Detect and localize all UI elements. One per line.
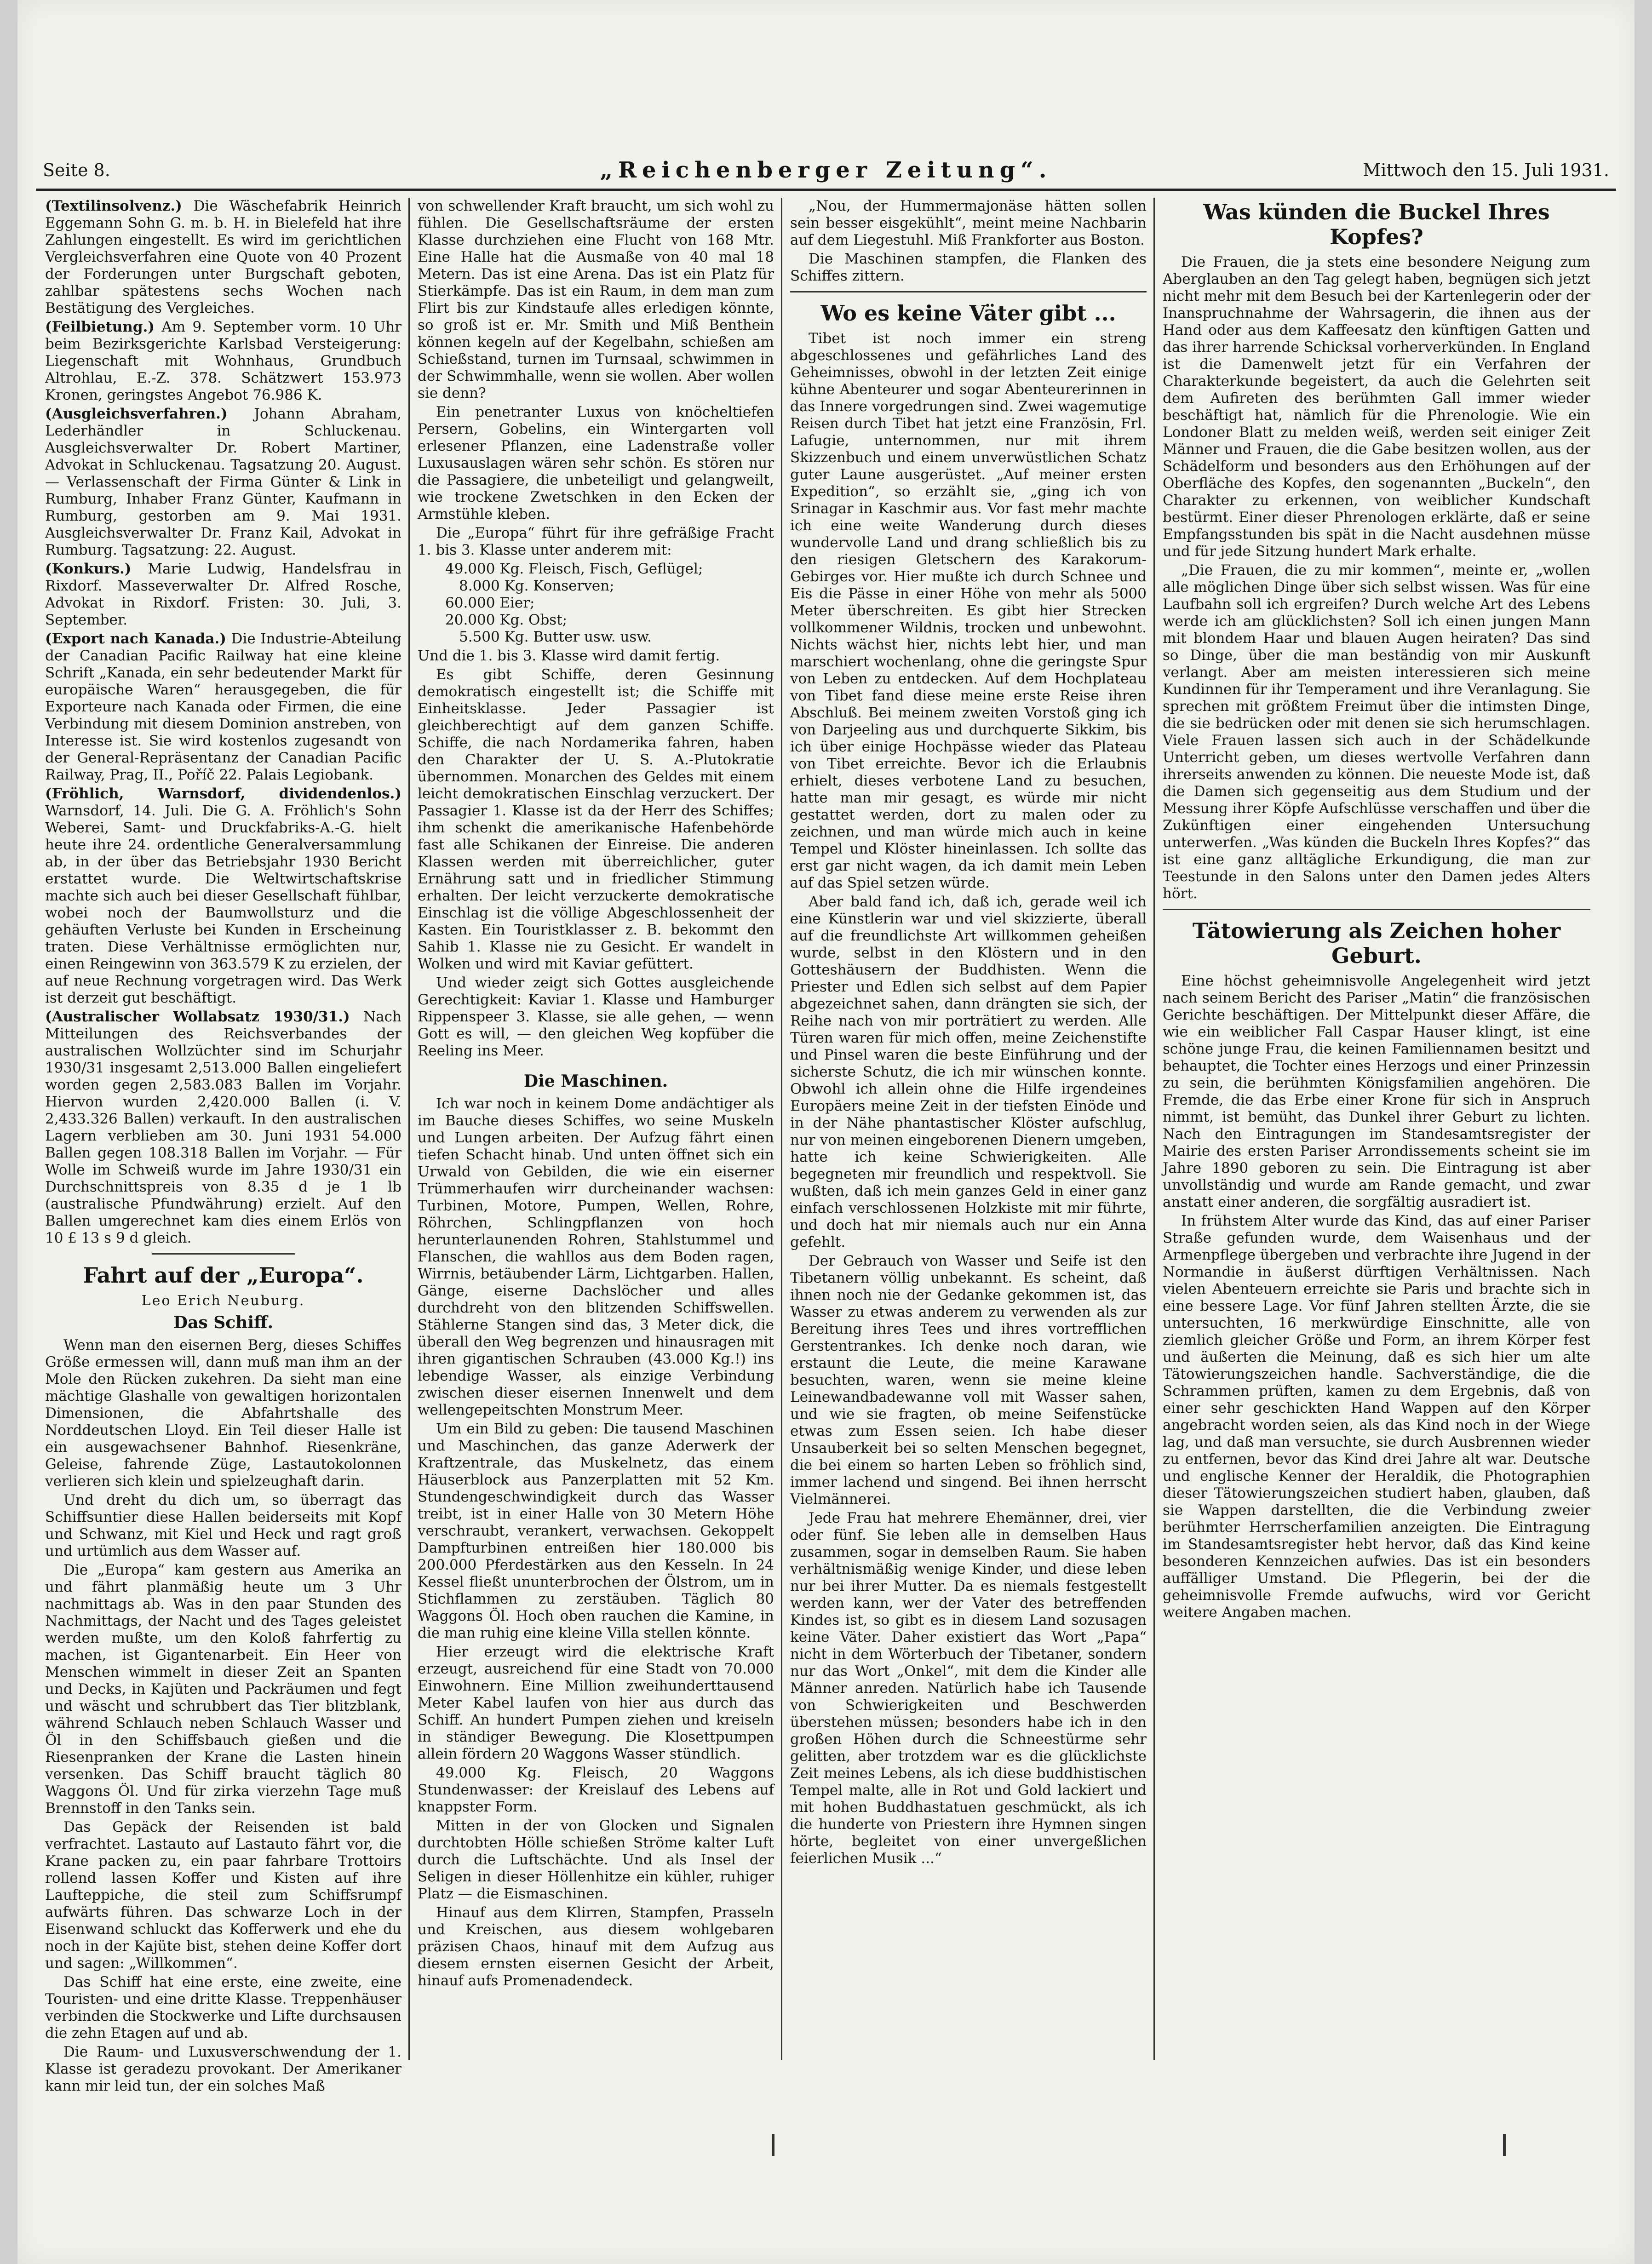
paragraph: Und dreht du dich um, so überragt das Schiffsuntier diese Hallen beiderseits mit Kopf und Schwanz, mit Kiel und Heck und ragt groß und urtümlich aus dem Wasser auf. <box>45 1492 402 1559</box>
newspaper-title: „Reichenberger Zeitung“. <box>600 157 1052 183</box>
paragraph: Es gibt Schiffe, deren Gesinnung demokratisch eingestellt ist; die Schiffe mit Einheitsklasse. Jeder Passagier ist gleichberechtigt auf dem ganzen Schiffe. Schiffe, die nach Nordamerika fahren, haben den Charakter der U. S. A.-Plutokratie übernommen. Monarchen des Geldes mit einem leicht demokratischen Einschlag verzuckert. Der Passagier 1. Klasse ist da der Herr des Schiffes; ihm schenkt die amerikanische Hafenbehörde fast alle Schikanen der Einreise. Die anderen Klassen werden mit überreichlicher, guter Ernährung satt und in friedlicher Stimmung erhalten. Der leicht verzuckerte demokratische Einschlag ist die völlige Abgeschlossenheit der Kasten. Ein Touristklasser z. B. bekommt den Sahib 1. Klasse nie zu Gesicht. Er wandelt in Wolken und wird mit Kaviar gefüttert. <box>418 666 774 972</box>
divider <box>152 1253 295 1255</box>
column-rule <box>1153 198 1155 2060</box>
paragraph: Hier erzeugt wird die elektrische Kraft erzeugt, ausreichend für eine Stadt von 70.000 Einwohnern. Eine Million zweihunderttausend Meter Kabel laufen von hier aus durch das Schiff. An hundert Pumpen ziehen und kreiseln in ständiger Bewegung. Die Klosettpumpen allein fördern 20 Waggons Wasser stündlich. <box>418 1644 774 1762</box>
paragraph: Der Gebrauch von Wasser und Seife ist den Tibetanern völlig unbekannt. Es scheint, daß ihnen noch nie der Gedanke gekommen ist, das Wasser zu etwas anderem zu verwenden als zur Bereitung ihres Tees und ihres vortrefflichen Gerstentrankes. Ich denke noch daran, wie erstaunt die Leute, die meine Karawane besuchten, waren, wenn sie meine kleine Leinewandbadewanne voll mit Wasser sahen, und wie sie fragten, ob meine Seifenstücke etwas zum Essen seien. Ich habe dieser Unsauberkeit bei so selten Menschen begegnet, die bei einem so harten Leben so fröhlich sind, immer lachend und singend. Bei ihnen herrscht Vielmännerei. <box>790 1253 1147 1507</box>
section-heading-maschinen: Die Maschinen. <box>523 1072 668 1091</box>
section-heading-schiff: Das Schiff. <box>173 1313 274 1332</box>
paragraph: Wenn man den eisernen Berg, dieses Schiffes Größe ermessen will, dann muß man ihm an der Mole den Rücken zukehren. Da sieht man eine mächtige Glashalle von gewaltigen horizontalen Dimensionen, die Abfahrtshalle des Norddeutschen Lloyd. Ein Teil dieser Halle ist ein ausgewachsener Bahnhof. Riesenkräne, Geleise, fahrende Züge, Lastautokolonnen verlieren sich klein und spielzeughaft darin. <box>45 1337 402 1490</box>
paragraph: Ein penetranter Luxus von knöcheltiefen Persern, Gobelins, ein Wintergarten voll erlesener Pflanzen, eine Ladenstraße voller Luxusauslagen wären sehr schön. Es stören nur die Passagiere, die unbeteiligt und gelangweilt, wie trockene Zwetschken in den Ecken der Armstühle kleben. <box>418 404 774 522</box>
paragraph: Die Frauen, die ja stets eine besondere Neigung zum Aberglauben an den Tag gelegt haben, begnügen sich jetzt nicht mehr mit dem Besuch bei der Kartenlegerin oder der Inanspruchnahme der Wahrsagerin, die ihnen aus der Hand oder aus dem Kaffeesatz den künftigen Gatten und das ihrer harrende Schicksal vorherverkünden. In England ist die Damenwelt jetzt für ein Verfahren der Charakterkunde begeistert, da auch die Gelehrten seit dem Aufireten des berühmten Gall immer wieder beschäftigt hat, nämlich für die Phrenologie. Wie ein Londoner Blatt zu melden weiß, werden seit einiger Zeit Männer und Frauen, die die Gabe besitzen wollen, aus der Schädelform und besonders aus den Erhöhungen auf der Oberfläche des Kopfes, den sogenannten „Buckeln“, den Charakter zu erkennen, von weiblicher Kundschaft bestürmt. Einer dieser Phrenologen erklärte, daß er seine Empfangsstunden bis spät in die Nacht ausdehnen müsse und für jede Sitzung hundert Mark erhalte. <box>1163 254 1590 560</box>
article-title-taetowierung: Tätowierung als Zeichen hoher Geburt. <box>1192 918 1561 968</box>
notice-item: (Export nach Kanada.) Die Industrie-Abteilung der Canadian Pacific Railway hat eine kleine Schrift „Kanada, ein sehr bedeutender Markt für europäische Waren“ herausgegeben, die für Exporteure nach Kanada oder Firmen, die eine Verbindung mit diesem Dominion anstreben, von Interesse ist. Sie wird kostenlos zugesandt von der General-Repräsentanz der Canadian Pacific Railway, Prag, II., Poříč 22. Palais Legiobank. <box>45 630 402 783</box>
notice-item: (Konkurs.) Marie Ludwig, Handelsfrau in Rixdorf. Masseverwalter Dr. Alfred Rosche, Advokat in Rixdorf. Fristen: 30. Juli, 3. September. <box>45 561 402 628</box>
divider <box>1163 909 1590 910</box>
article-author: Leo Erich Neuburg. <box>141 1293 305 1309</box>
crop-mark <box>1503 2134 1506 2156</box>
list-item: 8.000 Kg. Konserven; <box>459 578 614 594</box>
article-title-tibet: Wo es keine Väter gibt ... <box>820 301 1116 326</box>
paragraph: Die „Europa“ kam gestern aus Amerika an und fährt planmäßig heute um 3 Uhr nachmittags ab. Was in den paar Stunden des Nachmittags, der Nacht und des Tages geleistet werden mußte, um den Koloß fahrfertig zu machen, ist Gigantenarbeit. Ein Heer von Menschen wimmelt in dieser Zeit an Spanten und Decks, in Kajüten und Packräumen und fegt und wäscht und schrubbert das Tier blitzblank, während Schlauch neben Schlauch Wasser und Öl in den Schiffsbauch gießen und die Riesenpranken der Krane die Lasten hinein versenken. Das Schiff braucht täglich 80 Waggons Öl. Und für zirka vierzehn Tage muß Brennstoff in den Tanks sein. <box>45 1562 402 1817</box>
paragraph: Jede Frau hat mehrere Ehemänner, drei, vier oder fünf. Sie leben alle in demselben Haus zusammen, sogar in demselben Raum. Sie haben verhältnismäßig wenige Kinder, und diese leben nur bei ihrer Mutter. Da es niemals festgestellt werden kann, wer der Vater des betreffenden Kindes ist, so gibt es in diesem Land sozusagen keine Väter. Daher existiert das Wort „Papa“ nicht in dem Wörterbuch der Tibetaner, sondern nur das Wort „Onkel“, mit dem die Kinder alle Männer anreden. Natürlich habe ich Tausende von Schwierigkeiten und Beschwerden überstehen müssen; besonders habe ich in den großen Höhen durch die Schneestürme sehr gelitten, aber trotzdem war es die glücklichste Zeit meines Lebens, als ich diese buddhistischen Tempel malte, alle in Rot und Gold lackiert und mit hohen Buddhastatuen geschmückt, als ich die hunderte von Priestern ihre Hymnen singen hörte, begleitet von einer unvergeßlichen feierlichen Musik ...“ <box>790 1510 1147 1867</box>
list-item: 60.000 Eier; <box>445 595 535 611</box>
paragraph: Tibet ist noch immer ein streng abgeschlossenes und gefährliches Land des Geheimnisses, obwohl in der letzten Zeit einige kühne Abenteurer und sogar Abenteurerinnen in das Innere vorgedrungen sind. Zwei wagemutige Reisen durch Tibet hat jetzt eine Französin, Frl. Lafugie, unternommen, nur mit ihrem Skizzenbuch und einem unverwüstlichen Schatz guter Laune ausgerüstet. „Auf meiner ersten Expedition“, so erzählt sie, „ging ich von Srinagar in Kaschmir aus. Vor fast mehr machte ich eine weite Wanderung durch dieses wundervolle Land und drang schließlich bis zu den riesigen Gletschern des Karakorum-Gebirges vor. Hier mußte ich durch Schnee und Eis die Pässe in einer Höhe von mehr als 5000 Meter überschreiten. Es gibt hier Strecken vollkommener Wildnis, trocken und unbewohnt. Nichts wächst hier, nichts lebt hier, und man marschiert wochenlang, ohne die geringste Spur von Leben zu entdecken. Auf dem Hochplateau von Tibet fand diese meine erste Reise ihren Abschluß. Bei meinem zweiten Vorstoß ging ich von Darjeeling aus und durchquerte Sikkim, bis ich über einige Hochpässe wieder das Plateau von Tibet erreichte. Bevor ich die Erlaubnis erhielt, dieses verbotene Land zu besuchen, hatte man mir gesagt, es würde mir nicht gestattet werden, dort zu malen oder zu zeichnen, und man würde mich auch in keine Tempel und Klöster hineinlassen. Ich sollte das erst gar nicht wagen, da ich damit mein Leben auf das Spiel setzen würde. <box>790 330 1147 891</box>
notice-item: (Fröhlich, Warnsdorf, dividendenlos.) Warnsdorf, 14. Juli. Die G. A. Fröhlich's Sohn Weberei, Samt- und Druckfabriks-A.-G. hielt heute ihre 24. ordentliche Generalversammlung ab, in der über das Betriebsjahr 1930 Bericht erstattet wurde. Die Weltwirtschaftskrise machte sich auch bei dieser Gesellschaft fühlbar, wobei noch der Baumwollsturz und die gehäuften Verluste bei Kunden in Erscheinung traten. Diese Verhältnisse ermöglichten nur, einen Reingewinn von 363.579 K zu erzielen, der auf neue Rechnung vorgetragen wird. Das Werk ist derzeit gut beschäftigt. <box>45 785 402 1006</box>
paragraph: In frühstem Alter wurde das Kind, das auf einer Pariser Straße gefunden wurde, dem Waisenhaus und der Armenpflege übergeben und verbrachte ihre Jugend in der Normandie in äußerst dürftigen Verhältnissen. Nach vielen Abenteuern erreichte sie Paris und brachte sich in eine bessere Lage. Vor fünf Jahren stellten Ärzte, die sie untersuchten, 16 merkwürdige Einschnitte, alle von ziemlich gleicher Größe und Form, an ihrem Körper fest und äußerten die Meinung, daß es sich hier um alte Tätowierungszeichen handle. Sachverständige, die die Schrammen prüften, kamen zu dem Ergebnis, daß von einer sehr geschickten Hand Wappen auf den Körper angebracht worden seien, als das Kind noch in der Wiege lag, und daß man versuchte, sie durch Ausbrennen wieder zu entfernen, bevor das Kind drei Jahre alt war. Deutsche und englische Kenner der Heraldik, die Photographien dieser Tätowierungszeichen studiert haben, glauben, daß sie Wappen darstellten, die die Verbindung zweier berühmter Herrscherfamilien anzeigten. Die Eintragung im Standesamtsregister hebt hervor, daß das Kind keine besonderen Kennzeichen aufwies. Das ist ein besonders auffälliger Umstand. Die Pflegerin, bei der die geheimnisvolle Fremde aufwuchs, wird vor Gericht weitere Angaben machen. <box>1163 1213 1590 1621</box>
paragraph: Das Schiff hat eine erste, eine zweite, eine Touristen- und eine dritte Klasse. Treppenhäuser verbinden die Stockwerke und Lifte durchsausen die zehn Etagen auf und ab. <box>45 1974 402 2041</box>
paragraph: Aber bald fand ich, daß ich, gerade weil ich eine Künstlerin war und viel skizzierte, überall auf die freundlichste Art willkommen geheißen wurde, selbst in den Klöstern und in den Gotteshäusern der Buddhisten. Wenn die Priester und Edlen sich selbst auf dem Papier abgezeichnet sahen, dann drängten sie sich, der Reihe nach von mir porträtiert zu werden. Alle Türen waren für mich offen, meine Zeichenstifte und Pinsel waren die beste Einführung und der sicherste Schutz, die ich mir wünschen konnte. Obwohl ich allein ohne die Hilfe irgendeines Europäers meine Zeit in der tiefsten Einöde und in der Nähe phantastischer Klöster aufschlug, nur von meinen eingeborenen Dienern umgeben, hatte ich keine Schwierigkeiten. Alle begegneten mir freundlich und respektvoll. Sie wußten, daß ich mein ganzes Geld in einer ganz einfach verschlossenen Holzkiste mit mir führte, und doch hat mir niemals auch nur ein Anna gefehlt. <box>790 894 1147 1250</box>
notice-item: (Ausgleichsverfahren.) Johann Abraham, Lederhändler in Schluckenau. Ausgleichsverwalter Dr. Robert Martiner, Advokat in Schluckenau. Tagsatzung 20. August. — Verlassenschaft der Firma Günter & Link in Rumburg, Inhaber Franz Günter, Kaufmann in Rumburg, gestorben am 9. Mai 1931. Ausgleichsverwalter Dr. Franz Kail, Advokat in Rumburg. Tagsatzung: 22. August. <box>45 406 402 558</box>
paragraph: Die „Europa“ führt für ihre gefräßige Fracht 1. bis 3. Klasse unter anderem mit: <box>418 525 774 558</box>
column-3 <box>790 198 1147 2060</box>
paragraph: Hinauf aus dem Klirren, Stampfen, Prasseln und Kreischen, aus diesem wohlgebaren präzisen Chaos, hinauf mit dem Aufzug aus diesem ernsten eisernen Gesicht der Arbeit, hinauf aufs Promenadendeck. <box>418 1904 774 1989</box>
column-1 <box>45 198 402 2094</box>
column-2 <box>418 198 774 2060</box>
paragraph: von schwellender Kraft braucht, um sich wohl zu fühlen. Die Gesellschaftsräume der ersten Klasse durchziehen eine Flucht von 168 Mtr. Eine Halle hat die Ausmaße von 40 mal 18 Metern. Das ist eine Arena. Das ist ein Platz für Stierkämpfe. Das ist ein Raum, in dem man zum Flirt bis zur Kindstaufe alles erledigen könnte, so groß ist er. Mr. Smith und Miß Benthein können kegeln auf der Kegelbahn, schießen am Schießstand, turnen im Turnsaal, schwimmen in der Schwimmhalle, wenn sie wollen. Aber wollen sie denn? <box>418 198 774 401</box>
list-item: 5.500 Kg. Butter usw. usw. <box>459 629 652 645</box>
paragraph: Das Gepäck der Reisenden ist bald verfrachtet. Lastauto auf Lastauto fährt vor, die Krane packen zu, ein paar fahrbare Trottoirs rollend lassen Koffer und Kisten auf ihre Laufteppiche, die steil zum Schiffsrumpf aufwärts führen. Das schwarze Loch in der Eisenwand schluckt das Kofferwerk und ehe du noch in der Kajüte bist, stehen deine Koffer dort und sagen: „Willkommen“. <box>45 1819 402 1972</box>
column-rule <box>781 198 782 2060</box>
paragraph: Die Raum- und Luxusverschwendung der 1. Klasse ist geradezu provokant. Der Amerikaner kann mir leid tun, der ein solches Maß <box>45 2044 402 2094</box>
list-item: 20.000 Kg. Obst; <box>445 612 568 628</box>
paragraph: Die Maschinen stampfen, die Flanken des Schiffes zittern. <box>790 251 1147 284</box>
paragraph: Eine höchst geheimnisvolle Angelegenheit wird jetzt nach seinem Bericht des Pariser „Matin“ die französischen Gerichte beschäftigen. Der Mittelpunkt dieser Affäre, die wie ein weiblicher Fall Caspar Hauser klingt, ist eine schöne junge Frau, die keinen Familiennamen besitzt und behauptet, die Tochter eines Herzogs und einer Prinzessin zu sein, die berühmten Königsfamilien angehören. Die Fremde, die das Erbe einer Krone für sich in Anspruch nimmt, ist bemüht, das Dunkel ihrer Geburt zu lichten. Nach den Eintragungen im Standesamtsregister der Mairie des ersten Pariser Arrondissements scheint sie im Jahre 1890 geboren zu sein. Die Eintragung ist aber unvollständig und wurde am Rande gemacht, und zwar anstatt einer anderen, die sorgfältig ausradiert ist. <box>1163 973 1590 1210</box>
paragraph: Mitten in der von Glocken und Signalen durchtobten Hölle schießen Ströme kalter Luft durch die Luftschächte. Und als Insel der Seligen in dieser Höllenhitze ein kühler, ruhiger Platz — die Eismaschinen. <box>418 1817 774 1902</box>
article-title-buckel: Was künden die Buckel Ihres Kopfes? <box>1203 200 1550 249</box>
crop-mark <box>772 2134 774 2156</box>
paragraph: 49.000 Kg. Fleisch, 20 Waggons Stundenwasser: der Kreislauf des Lebens auf knappster Form. <box>418 1765 774 1815</box>
list-item: 49.000 Kg. Fleisch, Fisch, Geflügel; <box>445 561 703 577</box>
paragraph: Und die 1. bis 3. Klasse wird damit fertig. <box>418 648 720 664</box>
paragraph: Um ein Bild zu geben: Die tausend Maschinen und Maschinchen, das ganze Aderwerk der Kraftzentrale, das Muskelnetz, das einem Häuserblock aus Panzerplatten mit 52 Km. Stundengeschwindigkeit durch das Wasser treibt, ist in einer Halle von 30 Metern Höhe verschraubt, verankert, verwachsen. Gekoppelt Dampfturbinen entreißen hier 180.000 bis 200.000 Pferdestärken aus den Kesseln. In 24 Kessel fließt ununterbrochen der Ölstrom, um in Stichflammen zu zerstäuben. Täglich 80 Waggons Öl. Hoch oben rauchen die Kamine, in die man ruhig eine kleine Villa stellen könnte. <box>418 1421 774 1641</box>
header-rule <box>36 189 1616 191</box>
notice-item: (Australischer Wollabsatz 1930/31.) Nach Mitteilungen des Reichsverbandes der australischen Wollzüchter sind im Schurjahr 1930/31 insgesamt 2,513.000 Ballen eingeliefert worden gegen 2,583.083 Ballen im Vorjahr. Hiervon wurden 2,420.000 Ballen (i. V. 2,433.326 Ballen) verkauft. In den australischen Lagern verblieben am 30. Juni 1931 54.000 Ballen gegen 108.318 Ballen im Vorjahr. — Für Wolle im Schweiß wurde im Jahre 1930/31 ein Durchschnittspreis von 8.35 d je 1 lb (australische Pfundwährung) erzielt. Auf den Ballen umgerechnet kam dies einem Erlös von 10 £ 13 s 9 d gleich. <box>45 1009 402 1246</box>
issue-date: Mittwoch den 15. Juli 1931. <box>1363 160 1609 180</box>
page-header <box>38 155 1614 188</box>
paragraph: „Die Frauen, die zu mir kommen“, meinte er, „wollen alle möglichen Dinge über sich selbst wissen. Was für eine Laufbahn soll ich ergreifen? Durch welche Art des Lebens werde ich am glücklichsten? Soll ich einen jungen Mann mit blondem Haar und blauen Augen heiraten? Das sind so Dinge, über die man beständig von mir Auskunft verlangt. Aber am meisten interessieren sich meine Kundinnen für ihr Temperament und ihre Veranlagung. Sie sprechen mit größtem Freimut über die intimsten Dinge, die sie bedrücken oder mit denen sie sich herumschlagen. Viele Frauen lassen sich auch in der Schädelkunde Unterricht geben, um dieses wertvolle Verfahren dann ihrerseits anwenden zu können. Die neueste Mode ist, daß die Damen sich gegenseitig aus dem Studium und der Messung ihrer Köpfe Aufschlüsse verschaffen und über die Zukünftigen einer eingehenden Untersuchung unterwerfen. „Was künden die Buckeln Ihres Kopfes?“ das ist eine ganz alltägliche Erkundigung, die man zur Teestunde in den Salons unter den Damen jedes Alters hört. <box>1163 562 1590 902</box>
page-number: Seite 8. <box>43 160 110 180</box>
notice-item: (Textilinsolvenz.) Die Wäschefabrik Heinrich Eggemann Sohn G. m. b. H. in Bielefeld hat ihre Zahlungen eingestellt. Es wird im gerichtlichen Vergleichsverfahren eine Quote von 40 Prozent der Forderungen unter Burgschaft geboten, zahlbar spätestens sechs Wochen nach Bestätigung des Vergleiches. <box>45 198 402 316</box>
paragraph: „Nou, der Hummermajonäse hätten sollen sein besser eisgekühlt“, meint meine Nachbarin auf dem Liegestuhl. Miß Frankforter aus Boston. <box>790 198 1147 248</box>
notice-item: (Feilbietung.) Am 9. September vorm. 10 Uhr beim Bezirksgerichte Karlsbad Versteigerung: Liegenschaft mit Wohnhaus, Grundbuch Altrohlau, E.-Z. 378. Schätzwert 153.973 Kronen, geringstes Angebot 76.986 K. <box>45 319 402 403</box>
newspaper-page <box>17 0 1635 2264</box>
paragraph: Und wieder zeigt sich Gottes ausgleichende Gerechtigkeit: Kaviar 1. Klasse und Hamburger Rippenspeer 3. Klasse, sie alle gehen, — wenn Gott es will, — den gleichen Weg kopfüber die Reeling ins Meer. <box>418 974 774 1059</box>
column-rule <box>408 198 410 2060</box>
paragraph: Ich war noch in keinem Dome andächtiger als im Bauche dieses Schiffes, wo seine Muskeln und Lungen arbeiten. Der Aufzug fährt einen tiefen Schacht hinab. Und unten öffnet sich ein Urwald von Gebilden, die wie ein eiserner Trümmerhaufen wirr durcheinander wachsen: Turbinen, Motore, Pumpen, Wellen, Rohre, Röhrchen, Schlingpflanzen von hoch herunterlaunenden Rohren, Stahlstummel und Flanschen, die wahllos aus dem Boden ragen, Wirrnis, betäubender Lärm, Lichtgarben. Hallen, Gänge, eiserne Dachslöcher und alles durchdreht von den blitzenden Schiffswellen. Stählerne Stangen sind das, 3 Meter dick, die überall den Weg begrenzen und hinausragen mit ihren gigantischen Schrauben (43.000 Kg.!) ins lebendige Wasser, als einzige Verbindung zwischen dieser eisernen Innenwelt und dem wellengepeitschten Monstrum Meer. <box>418 1095 774 1418</box>
column-4 <box>1163 198 1590 2060</box>
divider <box>790 291 1147 292</box>
article-title-europa: Fahrt auf der „Europa“. <box>83 1263 364 1288</box>
